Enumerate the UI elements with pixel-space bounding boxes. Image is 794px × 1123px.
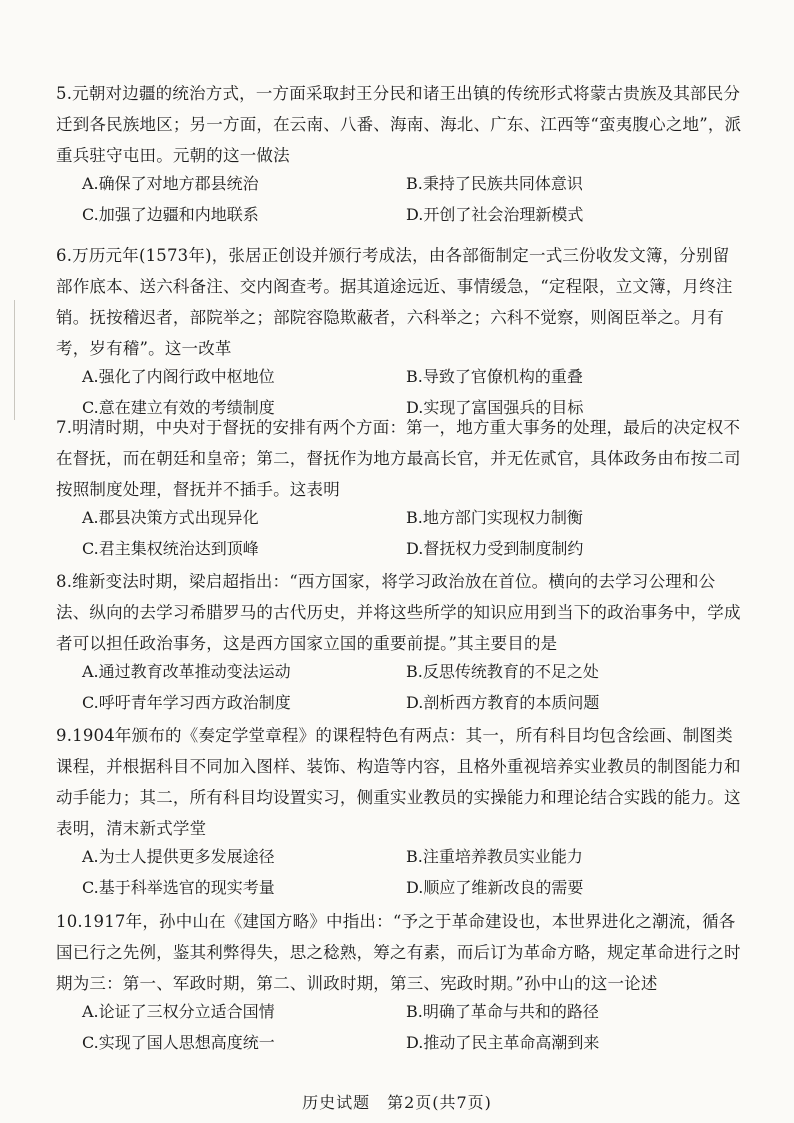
- question-10: [56, 906, 746, 1061]
- question-stem: 6.万历元年(1573年)，张居正创设并颁行考成法，由各部衙制定一式三份收发文簿，分别留部作底本、送六科备注、交内阁查考。据其道途远近、事情缓急，“定程限，立文簿，月终注销。抚按稽迟者，部院举之；部院容隐欺蔽者，六科举之；六科不觉察，则阁臣举之。月有考，岁有稽”。这一改革: [56, 246, 733, 358]
- question-8: [56, 566, 746, 721]
- option-b: B.导致了官僚机构的重叠: [406, 367, 583, 386]
- question-stem: 10.1917年，孙中山在《建国方略》中指出：“予之于革命建设也，本世界进化之潮流，循各国已行之先例，鉴其利弊得失，思之稔熟，筹之有素，而后订为革命方略，规定革命进行之时期为三：第一、军政时期，第二、训政时期，第三、宪政时期。”孙中山的这一论述: [56, 912, 741, 993]
- question-stem: 5.元朝对边疆的统治方式，一方面采取封王分民和诸王出镇的传统形式将蒙古贵族及其部民分迁到各民族地区；另一方面，在云南、八番、海南、海北、广东、江西等“蛮夷腹心之地”，派重兵驻守屯田。元朝的这一做法: [56, 84, 742, 165]
- options: [56, 999, 746, 1061]
- option-a: A.确保了对地方郡县统治: [82, 174, 259, 193]
- option-a: A.通过教育改革推动变法运动: [82, 662, 291, 681]
- page-footer: 历史试题 第2页(共7页): [302, 1093, 492, 1112]
- option-d: D.顺应了维新改良的需要: [406, 878, 584, 897]
- option-c: C.基于科举选官的现实考量: [82, 878, 275, 897]
- option-b: B.明确了革命与共和的路径: [406, 1002, 599, 1021]
- option-c: C.呼吁青年学习西方政治制度: [82, 693, 291, 712]
- option-a: A.论证了三权分立适合国情: [82, 1002, 275, 1021]
- question-5: [56, 78, 746, 233]
- option-a: A.郡县决策方式出现异化: [82, 508, 259, 527]
- option-c: C.君主集权统治达到顶峰: [82, 539, 259, 558]
- scan-artifact-line: [14, 300, 15, 420]
- option-d: D.剖析西方教育的本质问题: [406, 693, 600, 712]
- options: [56, 505, 746, 567]
- question-6: [56, 240, 746, 426]
- options: [56, 659, 746, 721]
- option-a: A.强化了内阁行政中枢地位: [82, 367, 275, 386]
- option-c: C.意在建立有效的考绩制度: [82, 398, 275, 417]
- question-7: [56, 412, 746, 567]
- question-stem: 7.明清时期，中央对于督抚的安排有两个方面：第一，地方重大事务的处理，最后的决定权不在督抚，而在朝廷和皇帝；第二，督抚作为地方最高长官，并无佐贰官，具体政务由布按二司按照制度处理，督抚并不插手。这表明: [56, 418, 741, 499]
- option-d: D.推动了民主革命高潮到来: [406, 1033, 600, 1052]
- option-d: D.实现了富国强兵的目标: [406, 398, 584, 417]
- option-c: C.实现了国人思想高度统一: [82, 1033, 275, 1052]
- option-c: C.加强了边疆和内地联系: [82, 205, 259, 224]
- option-d: D.开创了社会治理新模式: [406, 205, 584, 224]
- options: [56, 171, 746, 233]
- question-9: [56, 720, 746, 906]
- option-b: B.反思传统教育的不足之处: [406, 662, 599, 681]
- question-stem: 9.1904年颁布的《奏定学堂章程》的课程特色有两点：其一，所有科目均包含绘画、制图类课程，并根据科目不同加入图样、装饰、构造等内容，且格外重视培养实业教员的制图能力和动手能力；其二，所有科目均设置实习，侧重实业教员的实操能力和理论结合实践的能力。这表明，清末新式学堂: [56, 726, 741, 838]
- option-d: D.督抚权力受到制度制约: [406, 539, 584, 558]
- options: [56, 844, 746, 906]
- option-a: A.为士人提供更多发展途径: [82, 847, 275, 866]
- option-b: B.注重培养教员实业能力: [406, 847, 583, 866]
- option-b: B.地方部门实现权力制衡: [406, 508, 583, 527]
- option-b: B.秉持了民族共同体意识: [406, 174, 583, 193]
- question-stem: 8.维新变法时期，梁启超指出：“西方国家，将学习政治放在首位。横向的去学习公理和公法、纵向的去学习希腊罗马的古代历史，并将这些所学的知识应用到当下的政治事务中，学成者可以担任政治事务，这是西方国家立国的重要前提。”其主要目的是: [56, 572, 741, 653]
